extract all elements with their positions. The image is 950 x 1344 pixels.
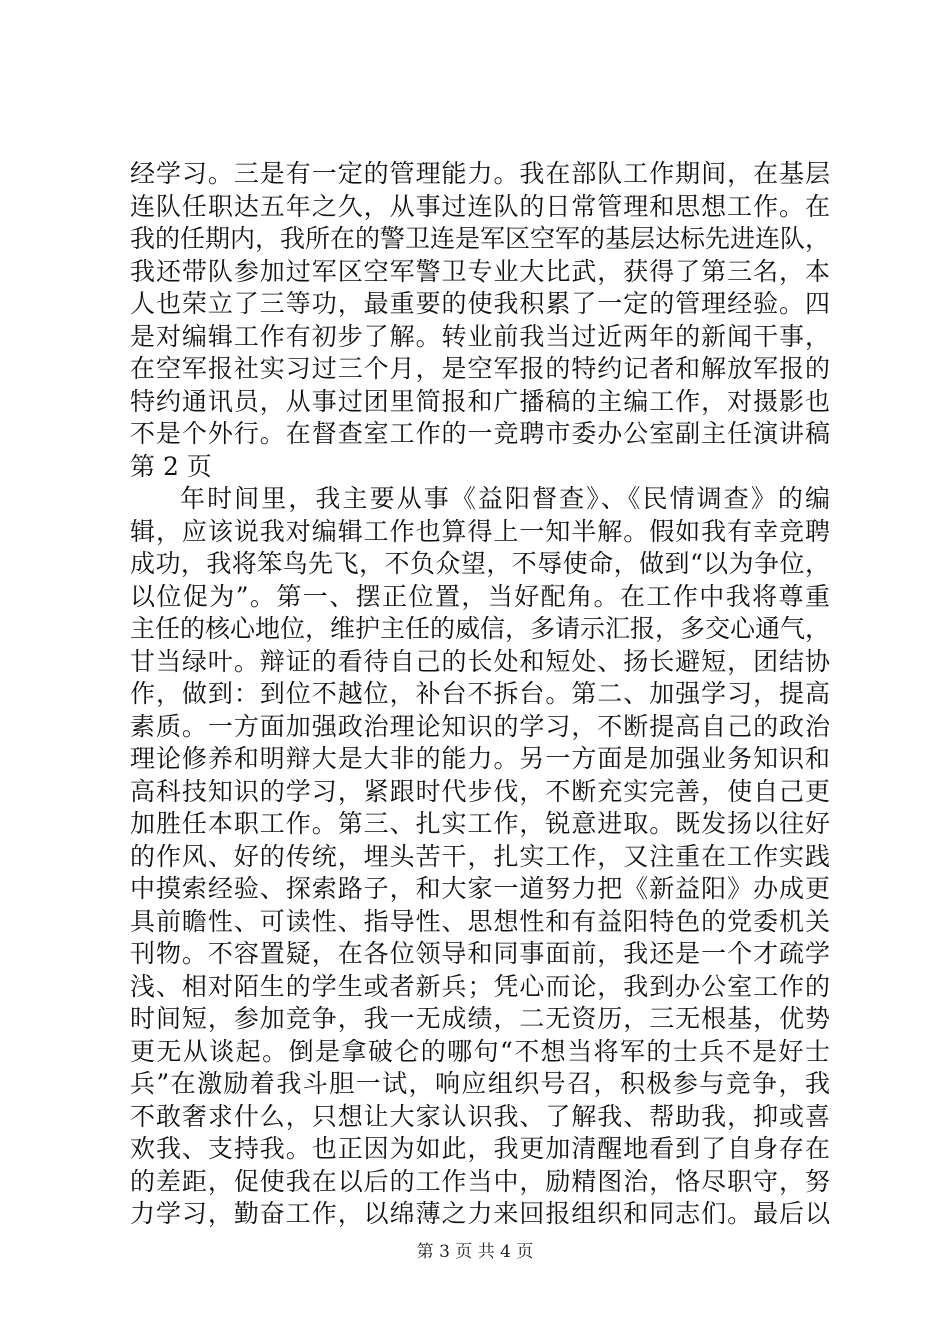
text-line: 素质。一方面加强政治理论知识的学习，不断提高自己的政治 [130,711,830,741]
text-line: 欢我、支持我。也正因为如此，我更加清醒地看到了自身存在 [130,1134,830,1163]
text-line: 的差距，促使我在以后的工作当中，励精图治，恪尽职守，努 [130,1166,830,1196]
text-line: 人也荣立了三等功，最重要的使我积累了一定的管理经验。四 [130,289,830,318]
text-line: 更无从谈起。倒是拿破仑的哪句“不想当将军的士兵不是好士 [130,1036,830,1066]
text-line: 经学习。三是有一定的管理能力。我在部队工作期间，在基层 [130,159,830,188]
text-line: 刊物。不容置疑，在各位领导和同事面前，我还是一个才疏学 [130,939,830,968]
text-line: 力学习，勤奋工作，以绵薄之力来回报组织和同志们。最后以 [130,1199,830,1228]
text-line: 辑，应该说我对编辑工作也算得上一知半解。假如我有幸竞聘 [130,516,830,546]
text-line: 具前瞻性、可读性、指导性、思想性和有益阳特色的党委机关 [130,906,830,936]
document-body [130,158,830,1231]
text-line: 兵”在激励着我斗胆一试，响应组织号召，积极参与竞争，我 [130,1069,830,1098]
text-line: 特约通讯员，从事过团里简报和广播稿的主编工作，对摄影也 [130,386,830,416]
text-line: 加胜任本职工作。第三、扎实工作，锐意进取。既发扬以往好 [130,809,830,838]
text-line-page-ref: 第 2 页 [130,451,212,481]
text-line: 不敢奢求什么，只想让大家认识我、了解我、帮助我，抑或喜 [130,1101,830,1131]
text-line: 连队任职达五年之久，从事过连队的日常管理和思想工作。在 [130,191,830,221]
text-line: 甘当绿叶。辩证的看待自己的长处和短处、扬长避短，团结协 [130,646,830,676]
text-line: 浅、相对陌生的学生或者新兵；凭心而论，我到办公室工作的 [130,971,830,1001]
text-line: 以位促为”。第一、摆正位置，当好配角。在工作中我将尊重 [130,581,830,611]
text-line: 不是个外行。在督查室工作的一竞聘市委办公室副主任演讲稿 [130,419,830,448]
page-footer [0,1237,950,1262]
text-line: 主任的核心地位，维护主任的威信，多请示汇报，多交心通气， [130,614,830,643]
text-line: 成功，我将笨鸟先飞，不负众望，不辱使命，做到“以为争位， [130,549,830,578]
text-line: 时间短，参加竞争，我一无成绩，二无资历，三无根基，优势 [130,1004,830,1033]
text-line: 是对编辑工作有初步了解。转业前我当过近两年的新闻干事， [130,321,830,351]
text-line: 我的任期内，我所在的警卫连是军区空军的基层达标先进连队， [130,224,830,253]
text-line: 我还带队参加过军区空军警卫专业大比武，获得了第三名，本 [130,256,830,286]
text-line: 的作风、好的传统，埋头苦干，扎实工作，又注重在工作实践 [130,841,830,871]
text-line: 理论修养和明辩大是大非的能力。另一方面是加强业务知识和 [130,744,830,773]
text-line: 中摸索经验、探索路子，和大家一道努力把《新益阳》办成更 [130,874,830,903]
text-line: 高科技知识的学习，紧跟时代步伐，不断充实完善，使自己更 [130,776,830,806]
page-number: 第 3 页 共 4 页 [416,1242,534,1262]
text-line: 作，做到：到位不越位，补台不拆台。第二、加强学习，提高 [130,679,830,708]
paragraph-first-line: 年时间里，我主要从事《益阳督查》、《民情调查》的编 [180,484,830,513]
text-line: 在空军报社实习过三个月，是空军报的特约记者和解放军报的 [130,354,830,383]
